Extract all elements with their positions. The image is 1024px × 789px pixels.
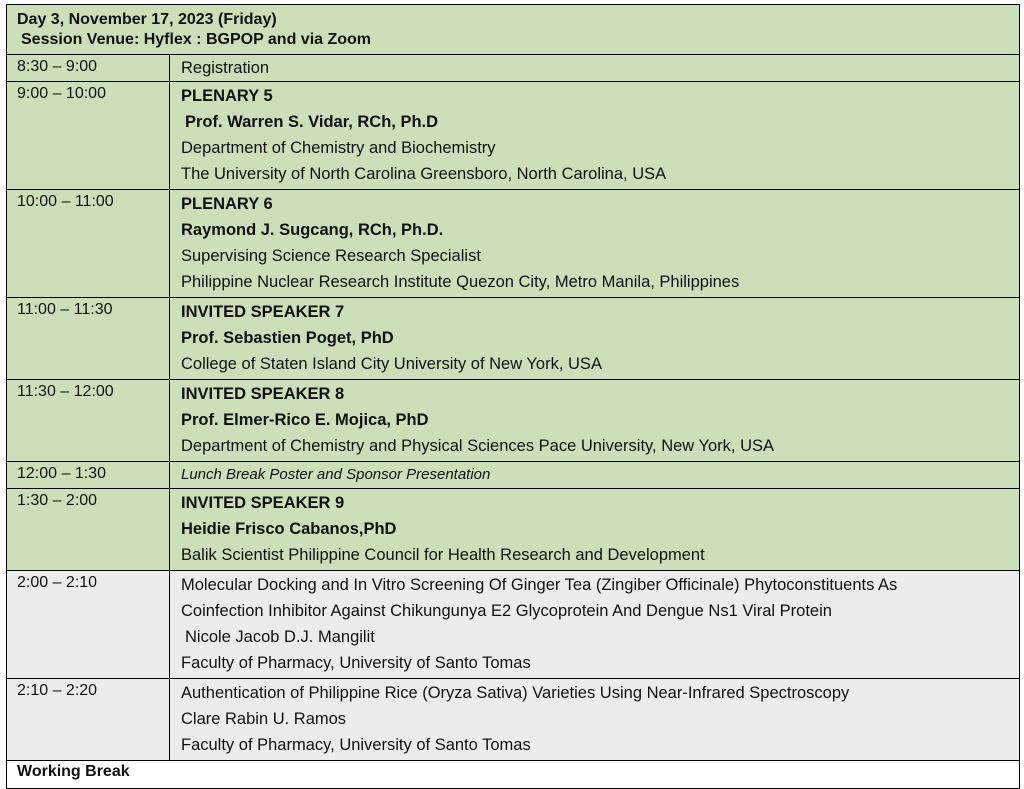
speaker-affiliation: Balik Scientist Philippine Council for Health Research and Development (181, 546, 705, 564)
speaker-position: Supervising Science Research Specialist (181, 247, 481, 265)
presenter-name: Nicole Jacob D.J. Mangilit (185, 628, 375, 646)
day-title: Day 3, November 17, 2023 (Friday) (17, 11, 277, 28)
time-cell: 9:00 – 10:00 (7, 82, 170, 189)
time-cell: 2:10 – 2:20 (7, 679, 170, 760)
break-label: Lunch Break Poster and Sponsor Presentation (181, 466, 491, 483)
session-title: PLENARY 5 (181, 87, 273, 105)
speaker-affiliation: Philippine Nuclear Research Institute Quezon City, Metro Manila, Philippines (181, 273, 740, 291)
schedule-row-plenary-5 (7, 82, 1019, 190)
schedule-row-talk-1 (7, 571, 1019, 679)
schedule-row-invited-speaker-8 (7, 380, 1019, 462)
session-title: INVITED SPEAKER 8 (181, 385, 345, 403)
speaker-affiliation: Department of Chemistry and Biochemistry (181, 139, 496, 157)
session-title: INVITED SPEAKER 7 (181, 303, 345, 321)
schedule-row-lunch-break (7, 462, 1019, 489)
schedule-row-talk-2 (7, 679, 1019, 761)
speaker-affiliation: College of Staten Island City University of New York, USA (181, 355, 602, 373)
talk-title: Authentication of Philippine Rice (Oryza Sativa) Varieties Using Near-Infrared Spectroscopy (181, 684, 850, 702)
session-title: PLENARY 6 (181, 195, 273, 213)
session-title: INVITED SPEAKER 9 (181, 494, 345, 512)
time-cell: 11:30 – 12:00 (7, 380, 170, 461)
speaker-name: Prof. Elmer-Rico E. Mojica, PhD (181, 411, 429, 429)
details-cell (170, 82, 1019, 189)
time-cell: 11:00 – 11:30 (7, 298, 170, 379)
schedule-row-registration (7, 55, 1019, 82)
time-cell: 8:30 – 9:00 (7, 55, 170, 81)
schedule-row-invited-speaker-9 (7, 489, 1019, 571)
speaker-name: Prof. Warren S. Vidar, RCh, Ph.D (185, 113, 439, 131)
event-title: Registration (181, 59, 270, 77)
presenter-name: Clare Rabin U. Ramos (181, 710, 347, 728)
details-cell (170, 489, 1019, 570)
schedule-table (6, 4, 1020, 789)
details-cell (170, 190, 1019, 297)
session-venue: Session Venue: Hyflex : BGPOP and via Zoom (21, 31, 372, 48)
presenter-affiliation: Faculty of Pharmacy, University of Santo Tomas (181, 654, 531, 672)
time-cell: 2:00 – 2:10 (7, 571, 170, 678)
time-cell: 10:00 – 11:00 (7, 190, 170, 297)
schedule-row-plenary-6 (7, 190, 1019, 298)
details-cell (170, 571, 1019, 678)
speaker-name: Prof. Sebastien Poget, PhD (181, 329, 394, 347)
presenter-affiliation: Faculty of Pharmacy, University of Santo Tomas (181, 736, 531, 754)
working-break-footer: Working Break (7, 761, 1019, 788)
schedule-row-invited-speaker-7 (7, 298, 1019, 380)
talk-title: Molecular Docking and In Vitro Screening Of Ginger Tea (Zingiber Officinale) Phytoconstituents As (181, 576, 898, 594)
details-cell (170, 462, 1019, 488)
speaker-name: Heidie Frisco Cabanos,PhD (181, 520, 397, 538)
speaker-affiliation: Department of Chemistry and Physical Sciences Pace University, New York, USA (181, 437, 775, 455)
schedule-header (7, 5, 1019, 55)
details-cell (170, 679, 1019, 760)
details-cell (170, 380, 1019, 461)
time-cell: 12:00 – 1:30 (7, 462, 170, 488)
details-cell (170, 55, 1019, 81)
speaker-name: Raymond J. Sugcang, RCh, Ph.D. (181, 221, 444, 239)
time-cell: 1:30 – 2:00 (7, 489, 170, 570)
speaker-affiliation: The University of North Carolina Greensboro, North Carolina, USA (181, 165, 667, 183)
details-cell (170, 298, 1019, 379)
talk-title: Coinfection Inhibitor Against Chikungunya E2 Glycoprotein And Dengue Ns1 Viral Protein (181, 602, 832, 620)
